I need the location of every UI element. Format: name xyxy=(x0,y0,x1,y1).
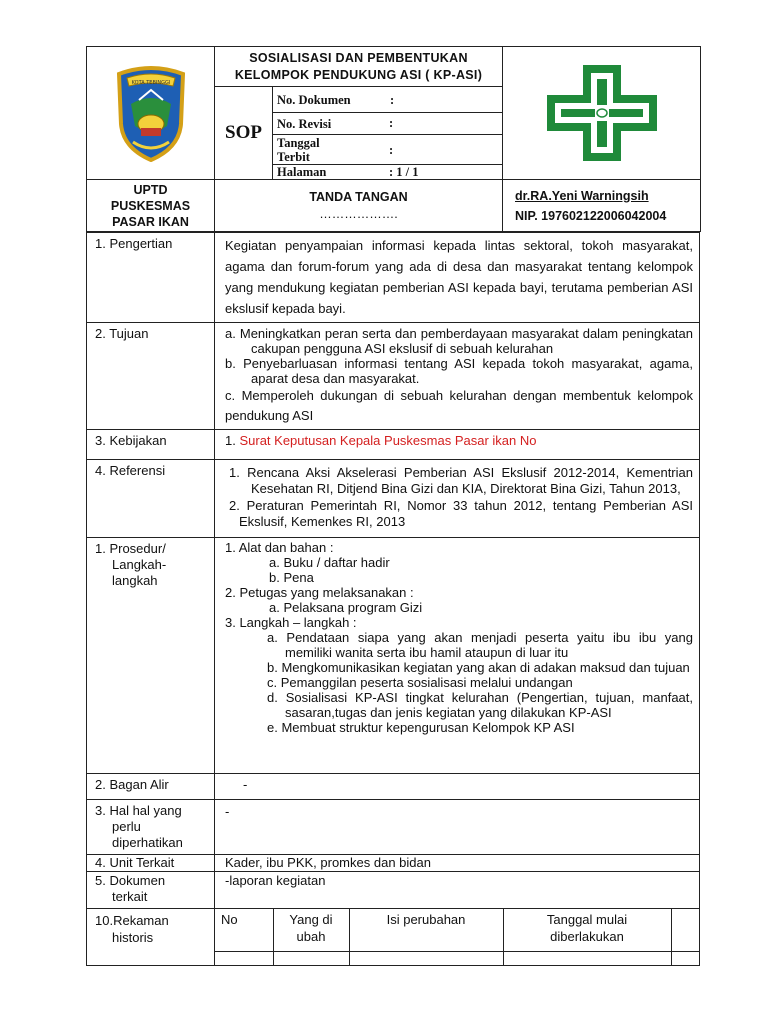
rev-col-blank xyxy=(671,909,699,951)
row-bagan-alir xyxy=(87,774,700,800)
row-rekaman-historis xyxy=(87,909,700,966)
label-dokumen-terkait: 5. Dokumen terkait xyxy=(87,872,215,909)
label-bagan-alir: 2. Bagan Alir xyxy=(87,774,215,800)
label-pengertian: 1. Pengertian xyxy=(87,233,215,323)
rev-cell xyxy=(671,951,699,965)
rev-col-tanggal: Tanggal mulai diberlakukan xyxy=(503,909,671,951)
regional-emblem-icon xyxy=(113,64,189,162)
tujuan-item-b: b. Penyebarluasan informasi tentang ASI kepada tokoh masyarakat, agama, aparat desa dan masyarakat. xyxy=(225,356,693,386)
text-referensi xyxy=(215,460,700,538)
label-rekaman-historis: 10.Rekaman historis xyxy=(87,909,215,966)
meta-tanggal-terbit: Tanggal Terbit : xyxy=(273,135,503,165)
text-prosedur: 1. Alat dan bahan : a. Buku / daftar hadir b. Pena 2. Petugas yang melaksanakan : a. Pelaksana program Gizi 3. Langkah – langkah : a. Pendataan siapa yang akan menjadi peserta yaitu ibu ibu yang memiliki wanita serta ibu hamil ataupun di luar itu b. Mengkomunikasikan kegiatan yang akan di adakan maksud dan tujuan c. Pemanggilan peserta sosialisasi melalui undangan d. Sosialisasi KP-ASI tingkat kelurahan (Pengertian, tujuan, manfaat, sasaran,tugas dan jenis kegiatan yang dilakukan KP-ASI e. Membuat struktur kepengurusan Kelompok KP ASI xyxy=(215,538,700,774)
rev-cell xyxy=(215,951,273,965)
row-kebijakan xyxy=(87,430,700,460)
revision-history xyxy=(215,909,700,966)
text-bagan-alir: - xyxy=(215,774,700,800)
referensi-item-2: 2. Peraturan Pemerintah RI, Nomor 33 tahun 2012, tentang Pemberian ASI Ekslusif, Kemenkes RI, 2013 xyxy=(229,498,693,529)
label-hal-diperhatikan: 3. Hal hal yang perlu diperhatikan xyxy=(87,800,215,855)
row-tujuan xyxy=(87,323,700,430)
row-pengertian xyxy=(87,233,700,323)
label-prosedur: 1. Prosedur/ Langkah- langkah xyxy=(87,538,215,774)
official-name: dr.RA.Yeni Warningsih xyxy=(515,188,649,203)
row-dokumen-terkait xyxy=(87,872,700,909)
official-block xyxy=(503,180,701,232)
rev-cell xyxy=(503,951,671,965)
signature-block: TANDA TANGAN ………………. xyxy=(215,180,503,232)
label-tujuan: 2. Tujuan xyxy=(87,323,215,430)
sop-label: SOP xyxy=(215,87,273,180)
text-pengertian: Kegiatan penyampaian informasi kepada lintas sektoral, tokoh masyarakat, agama dan forum-forum yang ada di desa dan masyarakat tentang kelompok yang mendukung kegiatan pemberian ASI kepada bayi, terutama pemberian ASI ekslusif kepada bayi. xyxy=(215,233,700,323)
text-tujuan xyxy=(215,323,700,430)
meta-halaman: Halaman : 1 / 1 xyxy=(273,165,503,180)
row-prosedur xyxy=(87,538,700,774)
rev-cell xyxy=(273,951,349,965)
rev-cell xyxy=(349,951,503,965)
text-dokumen-terkait: -laporan kegiatan xyxy=(215,872,700,909)
revision-history-table xyxy=(215,909,699,965)
official-nip: NIP. 197602122006042004 xyxy=(515,208,667,223)
text-hal-diperhatikan: - xyxy=(215,800,700,855)
org-name: UPTD PUSKESMAS PASAR IKAN xyxy=(87,180,215,232)
text-unit-terkait: Kader, ibu PKK, promkes dan bidan xyxy=(215,855,700,872)
row-referensi xyxy=(87,460,700,538)
text-kebijakan: 1. Surat Keputusan Kepala Puskesmas Pasar ikan No xyxy=(215,430,700,460)
label-unit-terkait: 4. Unit Terkait xyxy=(87,855,215,872)
referensi-item-1: 1. Rencana Aksi Akselerasi Pemberian ASI Ekslusif 2012-2014, Kementrian Kesehatan RI, Ditjend Bina Gizi dan KIA, Direktorat Bina Gizi, Tahun 2013, xyxy=(229,465,693,496)
label-kebijakan: 3. Kebijakan xyxy=(87,430,215,460)
sop-document xyxy=(86,46,700,966)
svg-text:KOTA TEBINGGI: KOTA TEBINGGI xyxy=(131,80,170,86)
meta-no-dokumen: No. Dokumen : xyxy=(273,87,503,113)
content-table xyxy=(86,232,700,966)
rev-col-isi-perubahan: Isi perubahan xyxy=(349,909,503,951)
meta-no-revisi: No. Revisi : xyxy=(273,113,503,135)
document-title: SOSIALISASI DAN PEMBENTUKAN KELOMPOK PENDUKUNG ASI ( KP-ASI) xyxy=(215,47,503,87)
rev-col-no: No xyxy=(215,909,273,951)
tujuan-item-a: a. Meningkatkan peran serta dan pemberdayaan masyarakat dalam peningkatan cakupan pengguna ASI ekslusif di sebuah kelurahan xyxy=(225,326,693,356)
puskesmas-logo-icon xyxy=(543,61,661,165)
tujuan-item-c: c. Memperoleh dukungan di sebuah kelurahan dengan membentuk kelompok pendukung ASI xyxy=(225,388,693,423)
row-unit-terkait xyxy=(87,855,700,872)
puskesmas-logo xyxy=(503,47,701,180)
regional-emblem xyxy=(87,47,215,180)
row-hal-diperhatikan xyxy=(87,800,700,855)
label-referensi: 4. Referensi xyxy=(87,460,215,538)
header-table xyxy=(86,46,701,232)
rev-col-yang-diubah: Yang di ubah xyxy=(273,909,349,951)
